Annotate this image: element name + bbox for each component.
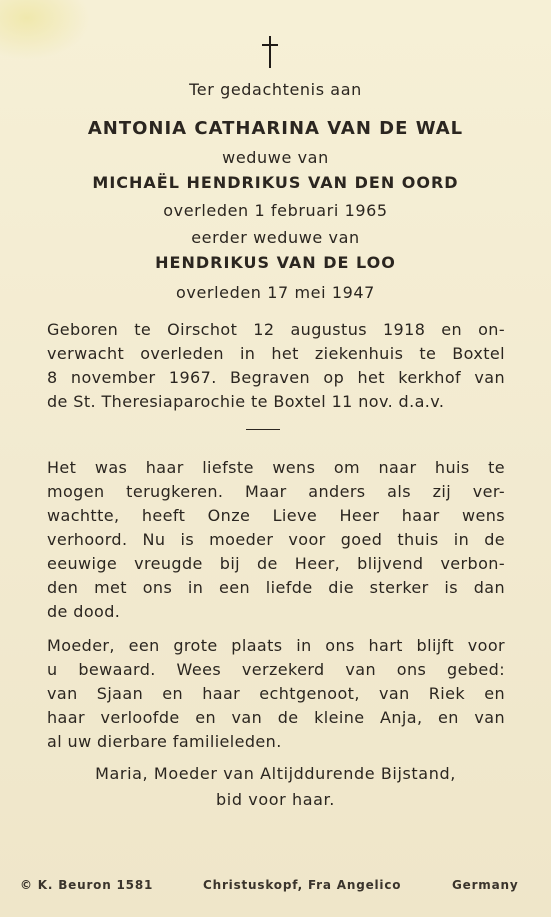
family-paragraph (47, 634, 505, 754)
biography-line: verwacht overleden in het ziekenhuis te Boxtel (47, 344, 505, 363)
wish-line: Het was haar liefste wens om naar huis te (47, 458, 505, 477)
biography-paragraph (47, 318, 505, 414)
earlier-widow-line: eerder weduwe van (191, 228, 360, 247)
biography-line: 8 november 1967. Begraven op het kerkhof van (47, 368, 505, 387)
first-spouse-died: overleden 1 februari 1965 (163, 201, 388, 220)
second-spouse-name: HENDRIKUS VAN DE LOO (155, 253, 396, 272)
biography-line: Geboren te Oirschot 12 augustus 1918 en on- (47, 320, 505, 339)
prayer-line-1: Maria, Moeder van Altijddurende Bijstand, (95, 764, 456, 783)
family-line: haar verloofde en van de kleine Anja, en van (47, 708, 505, 727)
copyright-notice: © K. Beuron 1581 (20, 878, 154, 892)
biography-line: de St. Theresiaparochie te Boxtel 11 nov. d.a.v. (47, 392, 445, 411)
deceased-name: ANTONIA CATHARINA VAN DE WAL (87, 118, 464, 139)
first-spouse-name: MICHAËL HENDRIKUS VAN DEN OORD (92, 173, 459, 192)
intro-line: Ter gedachtenis aan (189, 80, 362, 99)
age-stain (0, 0, 90, 60)
prayer-line-2: bid voor haar. (216, 790, 335, 809)
country-label: Germany (452, 878, 519, 892)
family-line: al uw dierbare familieleden. (47, 732, 282, 751)
second-spouse-died: overleden 17 mei 1947 (176, 283, 375, 302)
widow-of-line: weduwe van (222, 148, 329, 167)
wish-paragraph (47, 456, 505, 624)
family-line: u bewaard. Wees verzekerd van ons gebed: (47, 660, 505, 679)
wish-line: mogen terugkeren. Maar anders als zij ver- (47, 482, 505, 501)
family-line: van Sjaan en haar echtgenoot, van Riek en (47, 684, 505, 703)
wish-line: verhoord. Nu is moeder voor goed thuis in de (47, 530, 505, 549)
wish-line: de dood. (47, 602, 121, 621)
latin-cross-icon (262, 36, 278, 68)
artwork-credit: Christuskopf, Fra Angelico (203, 878, 402, 892)
wish-line: den met ons in een liefde die sterker is dan (47, 578, 505, 597)
wish-line: wachtte, heeft Onze Lieve Heer haar wens (47, 506, 505, 525)
wish-line: eeuwige vreugde bij de Heer, blijvend verbon- (47, 554, 505, 573)
separator-rule (246, 429, 280, 430)
family-line: Moeder, een grote plaats in ons hart blijft voor (47, 636, 505, 655)
